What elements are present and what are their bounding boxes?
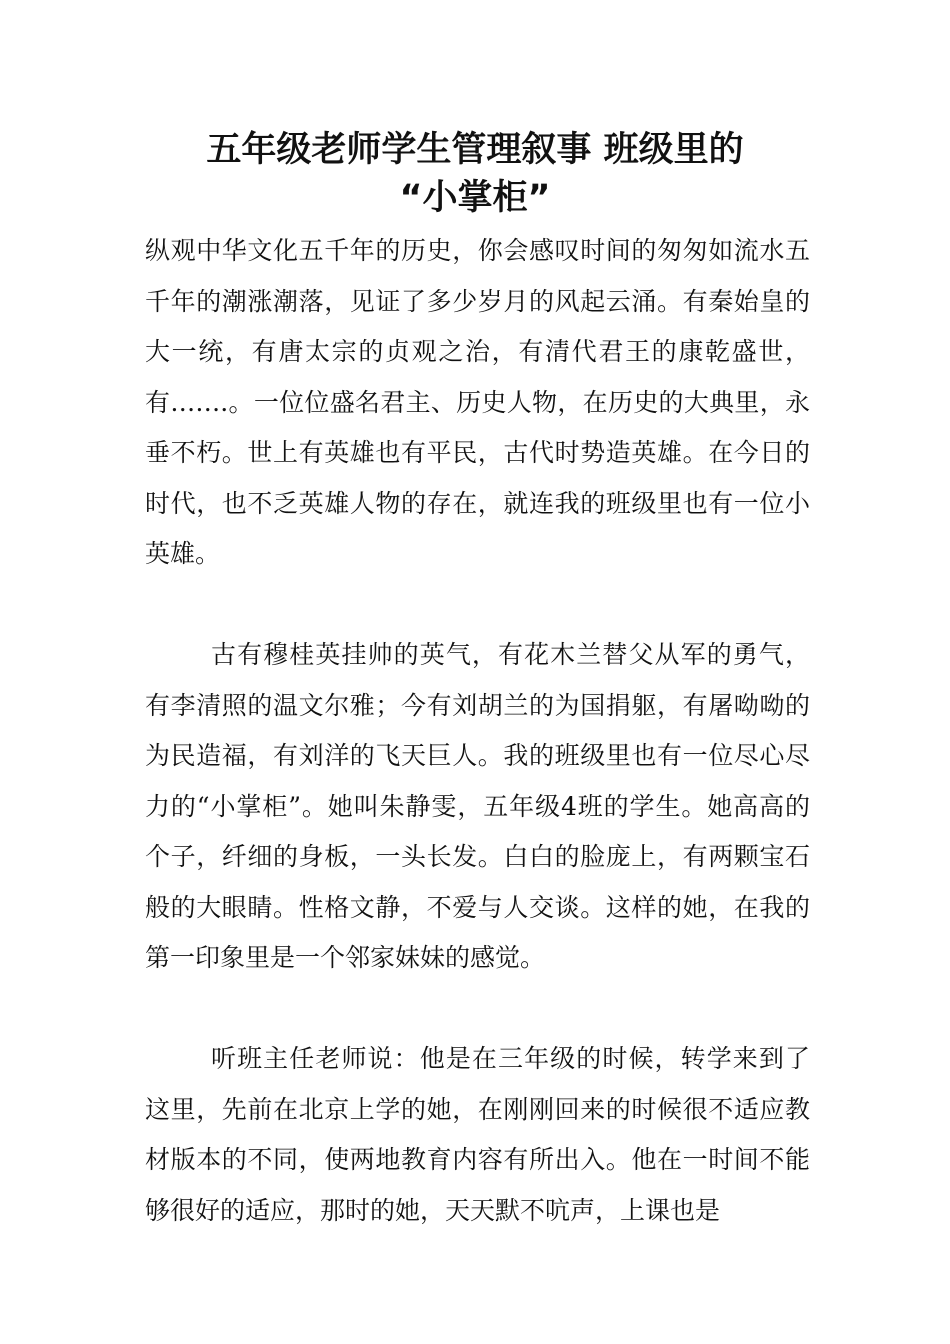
paragraph-1: 纵观中华文化五千年的历史，你会感叹时间的匆匆如流水五千年的潮涨潮落，见证了多少岁月的风起云涌。有秦始皇的大一统，有唐太宗的贞观之治，有清代君王的康乾盛世，有…….。一位位盛名君主、历史人物，在历史的大典里，永垂不朽。世上有英雄也有平民，古代时势造英雄。在今日的时代，也不乏英雄人物的存在，就连我的班级里也有一位小英雄。 xyxy=(145,236,810,568)
document-body xyxy=(145,226,810,1236)
paragraph-2: 古有穆桂英挂帅的英气，有花木兰替父从军的勇气，有李清照的温文尔雅；今有刘胡兰的为国捐躯，有屠呦呦的为民造福，有刘洋的飞天巨人。我的班级里也有一位尽心尽力的“小掌柜”。她叫朱静雯，五年级4班的学生。她高高的个子，纤细的身板，一头长发。白白的脸庞上，有两颗宝石般的大眼睛。性格文静，不爱与人交谈。这样的她，在我的第一印象里是一个邻家妹妹的感觉。 xyxy=(145,640,810,972)
document-title-line-1: 五年级老师学生管理叙事 班级里的 xyxy=(206,130,744,170)
document-title-line-2: “小掌柜” xyxy=(399,178,551,218)
paragraph-3: 听班主任老师说：他是在三年级的时候，转学来到了这里，先前在北京上学的她，在刚刚回来的时候很不适应教材版本的不同，使两地教育内容有所出入。他在一时间不能够很好的适应，那时的她，天天默不吭声，上课也是 xyxy=(145,1044,810,1225)
